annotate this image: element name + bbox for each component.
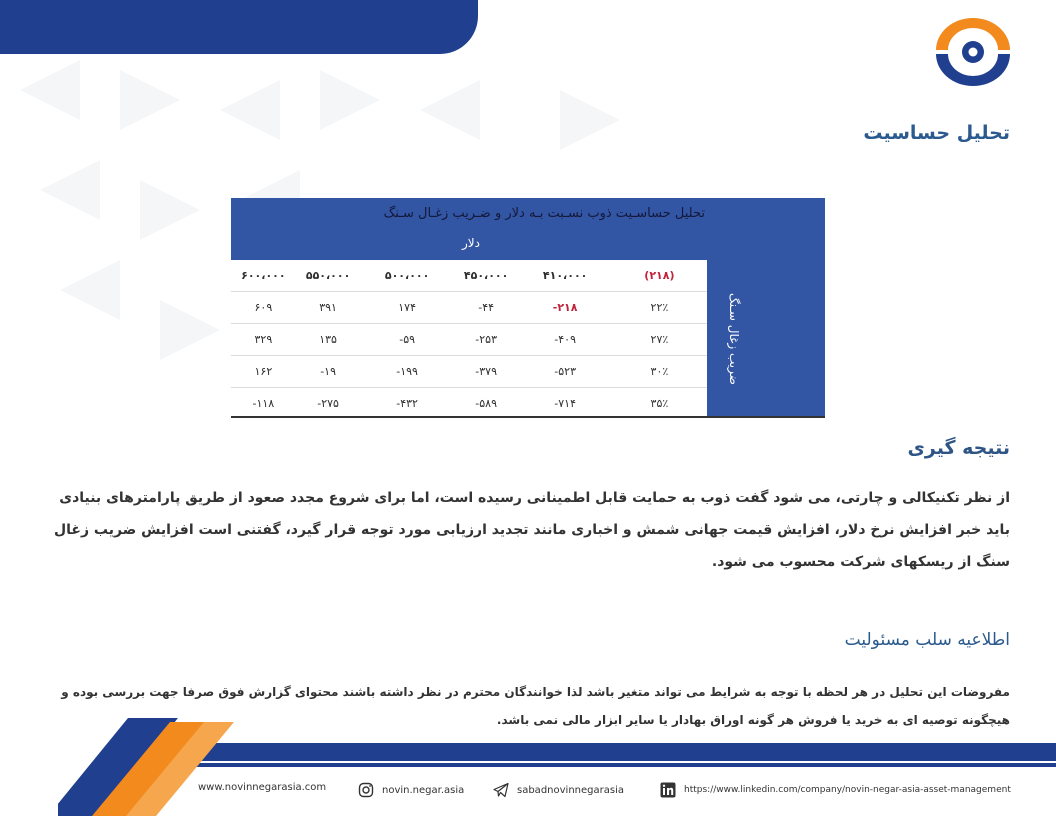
table-cell: -۱۹۹ xyxy=(396,365,418,378)
conclusion-paragraph: از نظر تکنیکالی و چارتی، می شود گفت ذوب به حمایت قابل اطمینانی رسیده است، اما برای شروع مجدد صعود از طریق پارامترهای بنیادی باید خبر افزایش نرخ دلار، افزایش قیمت جهانی شمش و اخباری مانند تجدید ارزیابی مورد توجه قرار گیرد، گفتنی است افزایش ضریب زغال سنگ از ریسکهای شرکت محسوب می شود. xyxy=(54,490,1010,570)
column-header: ۵۰۰،۰۰۰ xyxy=(384,269,430,282)
table-row xyxy=(231,324,707,356)
table-cell: -۱۱۸ xyxy=(252,397,275,410)
table-cell: -۱۹ xyxy=(320,365,336,378)
linkedin-icon xyxy=(660,782,676,798)
table-cell: ۳۲۹ xyxy=(254,333,273,346)
conclusion-section-title: نتیجه گیری xyxy=(907,437,1010,459)
footer-decoration xyxy=(58,718,258,816)
sensitivity-section-title: تحلیل حساسیت xyxy=(863,122,1010,144)
table-cell: ۱۶۲ xyxy=(254,365,273,378)
table-grid xyxy=(231,260,707,419)
table-cell: -۳۷۹ xyxy=(475,365,497,378)
disclaimer-section-title: اطلاعیه سلب مسئولیت xyxy=(844,630,1010,650)
table-cell-highlight: -۲۱۸ xyxy=(552,301,578,314)
instagram-icon xyxy=(358,782,374,798)
column-header: ۴۱۰،۰۰۰ xyxy=(542,269,588,282)
footer-website[interactable] xyxy=(198,782,326,793)
table-cell: -۷۱۴ xyxy=(554,397,576,410)
footer-stripe-thin xyxy=(180,763,1056,767)
linkedin-url[interactable]: https://www.linkedin.com/company/novin-negar-asia-asset-management xyxy=(684,785,1011,795)
column-header: ۵۵۰،۰۰۰ xyxy=(305,269,351,282)
table-cell: -۵۹ xyxy=(399,333,416,346)
telegram-handle[interactable]: sabadnovinnegarasia xyxy=(517,784,624,796)
company-logo-icon xyxy=(928,14,1018,90)
footer-stripe xyxy=(180,743,1056,761)
disclaimer-paragraph: مفروضات این تحلیل در هر لحظه با توجه به شرایط می تواند متغیر باشد لذا خوانندگان محترم در نظر داشته باشند محتوای گزارش فوق صرفا جهت بررسی بوده و هیچگونه توصیه ای به خرید یا فروش هر گونه اوراق بهادار یا سایر ابزار مالی نمی باشد. xyxy=(61,685,1010,727)
column-header: ۴۵۰،۰۰۰ xyxy=(463,269,509,282)
telegram-icon xyxy=(493,782,509,798)
table-title: تحلیل حساسـیت ذوب نسـبت بـه دلار و ضـریب زغـال سـنگ xyxy=(383,206,705,221)
table-cell: ۱۷۴ xyxy=(398,301,416,314)
footer-telegram[interactable] xyxy=(493,782,624,798)
sensitivity-table xyxy=(231,198,825,418)
column-header: ۶۰۰،۰۰۰ xyxy=(241,269,286,282)
table-row xyxy=(231,292,707,324)
website-link[interactable]: www.novinnegarasia.com xyxy=(198,782,327,793)
row-label: ۳۰٪ xyxy=(650,365,669,378)
footer-linkedin[interactable] xyxy=(660,782,1011,798)
corner-label: (۲۱۸) xyxy=(644,269,675,282)
table-cell: -۴۳۲ xyxy=(396,397,418,410)
table-cell: ۶۰۹ xyxy=(254,301,273,314)
row-label: ۳۵٪ xyxy=(650,397,669,410)
table-side-band xyxy=(707,198,825,416)
row-label: ۲۷٪ xyxy=(650,333,669,346)
instagram-handle[interactable]: novin.negar.asia xyxy=(382,784,465,796)
table-cell: -۵۸۹ xyxy=(475,397,497,410)
table-cell: -۴۰۹ xyxy=(554,333,576,346)
column-group-label: دلار xyxy=(462,236,480,250)
footer-instagram[interactable] xyxy=(358,782,464,798)
table-row xyxy=(231,356,707,388)
table-row xyxy=(231,388,707,419)
table-cell: -۲۷۵ xyxy=(317,397,339,410)
row-group-label: ضریب زغال سـنگ xyxy=(727,293,741,385)
row-label: ۲۲٪ xyxy=(650,301,669,314)
table-cell: ۳۹۱ xyxy=(319,301,337,314)
table-cell: -۴۴ xyxy=(478,301,495,314)
table-cell: -۵۲۳ xyxy=(554,365,576,378)
table-cell: -۲۵۳ xyxy=(475,333,497,346)
table-header-row xyxy=(231,260,707,292)
table-cell: ۱۳۵ xyxy=(319,333,337,346)
top-header-bar xyxy=(0,0,478,54)
